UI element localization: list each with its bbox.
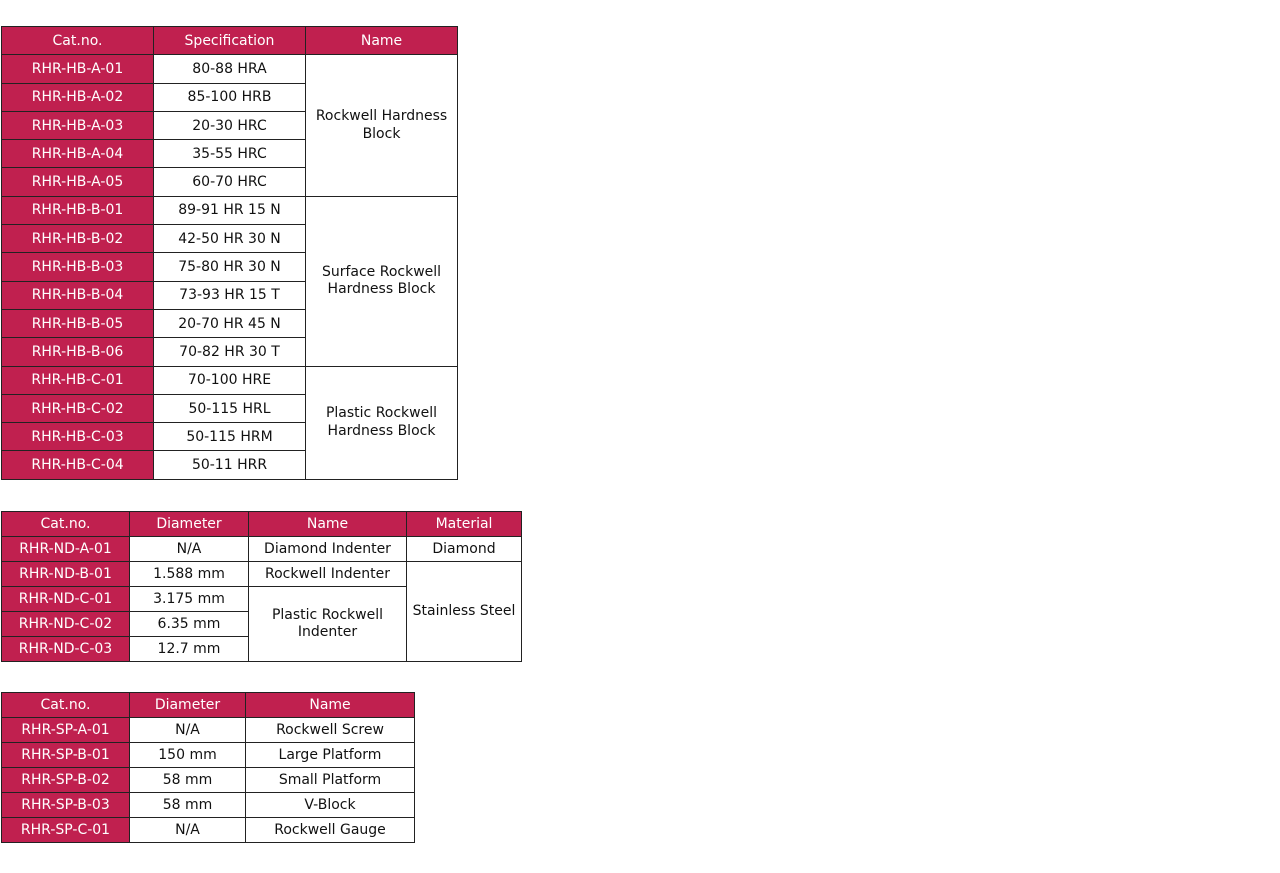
group-name-cell: Surface Rockwell Hardness Block — [306, 196, 458, 366]
name-cell: Large Platform — [246, 743, 415, 768]
specification-cell: 50-115 HRL — [154, 394, 306, 422]
diameter-cell: N/A — [130, 818, 246, 843]
specification-cell: 70-82 HR 30 T — [154, 338, 306, 366]
cat-no-cell: RHR-SP-B-02 — [2, 768, 130, 793]
table-row — [2, 537, 522, 562]
specification-cell: 70-100 HRE — [154, 366, 306, 394]
cat-no-cell: RHR-HB-A-01 — [2, 55, 154, 83]
column-header-diameter: Diameter — [130, 693, 246, 718]
cat-no-cell: RHR-HB-B-06 — [2, 338, 154, 366]
cat-no-cell: RHR-ND-B-01 — [2, 562, 130, 587]
support-parts-table — [1, 692, 415, 843]
column-header-name: Name — [249, 512, 407, 537]
column-header-material: Material — [407, 512, 522, 537]
specification-cell: 42-50 HR 30 N — [154, 225, 306, 253]
table-row — [2, 768, 415, 793]
table-row — [2, 743, 415, 768]
column-header-diameter: Diameter — [130, 512, 249, 537]
column-header-name: Name — [306, 27, 458, 55]
table-row — [2, 718, 415, 743]
table-header-row — [2, 512, 522, 537]
name-cell: Plastic Rockwell Indenter — [249, 587, 407, 662]
diameter-cell: 58 mm — [130, 793, 246, 818]
column-header-specification: Specification — [154, 27, 306, 55]
specification-cell: 60-70 HRC — [154, 168, 306, 196]
table-row — [2, 818, 415, 843]
specification-cell: 50-11 HRR — [154, 451, 306, 479]
specification-cell: 35-55 HRC — [154, 140, 306, 168]
cat-no-cell: RHR-HB-C-03 — [2, 423, 154, 451]
column-header-cat-no: Cat.no. — [2, 27, 154, 55]
group-name-cell: Rockwell Hardness Block — [306, 55, 458, 196]
specification-cell: 75-80 HR 30 N — [154, 253, 306, 281]
table-row — [2, 562, 522, 587]
cat-no-cell: RHR-HB-C-04 — [2, 451, 154, 479]
diameter-cell: 150 mm — [130, 743, 246, 768]
specification-cell: 20-70 HR 45 N — [154, 309, 306, 337]
specification-cell: 73-93 HR 15 T — [154, 281, 306, 309]
column-header-cat-no: Cat.no. — [2, 693, 130, 718]
cat-no-cell: RHR-HB-B-01 — [2, 196, 154, 224]
table-header-row — [2, 27, 458, 55]
cat-no-cell: RHR-HB-C-01 — [2, 366, 154, 394]
diameter-cell: 58 mm — [130, 768, 246, 793]
table-row — [2, 366, 458, 394]
cat-no-cell: RHR-HB-B-05 — [2, 309, 154, 337]
table-row — [2, 196, 458, 224]
name-cell: V-Block — [246, 793, 415, 818]
cat-no-cell: RHR-HB-B-02 — [2, 225, 154, 253]
table-row — [2, 793, 415, 818]
specification-cell: 80-88 HRA — [154, 55, 306, 83]
cat-no-cell: RHR-SP-B-01 — [2, 743, 130, 768]
cat-no-cell: RHR-HB-A-03 — [2, 111, 154, 139]
group-name-cell: Plastic Rockwell Hardness Block — [306, 366, 458, 479]
cat-no-cell: RHR-HB-A-05 — [2, 168, 154, 196]
cat-no-cell: RHR-ND-C-03 — [2, 637, 130, 662]
diameter-cell: N/A — [130, 537, 249, 562]
cat-no-cell: RHR-ND-C-01 — [2, 587, 130, 612]
specification-cell: 85-100 HRB — [154, 83, 306, 111]
name-cell: Rockwell Gauge — [246, 818, 415, 843]
diameter-cell: 3.175 mm — [130, 587, 249, 612]
name-cell: Rockwell Screw — [246, 718, 415, 743]
cat-no-cell: RHR-SP-B-03 — [2, 793, 130, 818]
diameter-cell: N/A — [130, 718, 246, 743]
table-header-row — [2, 693, 415, 718]
diameter-cell: 6.35 mm — [130, 612, 249, 637]
cat-no-cell: RHR-ND-C-02 — [2, 612, 130, 637]
indenter-table — [1, 511, 522, 662]
material-cell: Diamond — [407, 537, 522, 562]
cat-no-cell: RHR-HB-C-02 — [2, 394, 154, 422]
specification-cell: 50-115 HRM — [154, 423, 306, 451]
hardness-block-table — [1, 26, 458, 480]
cat-no-cell: RHR-SP-C-01 — [2, 818, 130, 843]
table-row — [2, 55, 458, 83]
column-header-cat-no: Cat.no. — [2, 512, 130, 537]
cat-no-cell: RHR-HB-A-04 — [2, 140, 154, 168]
cat-no-cell: RHR-SP-A-01 — [2, 718, 130, 743]
specification-cell: 20-30 HRC — [154, 111, 306, 139]
cat-no-cell: RHR-HB-A-02 — [2, 83, 154, 111]
name-cell: Rockwell Indenter — [249, 562, 407, 587]
name-cell: Small Platform — [246, 768, 415, 793]
name-cell: Diamond Indenter — [249, 537, 407, 562]
material-cell: Stainless Steel — [407, 562, 522, 662]
diameter-cell: 12.7 mm — [130, 637, 249, 662]
cat-no-cell: RHR-HB-B-03 — [2, 253, 154, 281]
cat-no-cell: RHR-HB-B-04 — [2, 281, 154, 309]
diameter-cell: 1.588 mm — [130, 562, 249, 587]
cat-no-cell: RHR-ND-A-01 — [2, 537, 130, 562]
column-header-name: Name — [246, 693, 415, 718]
specification-cell: 89-91 HR 15 N — [154, 196, 306, 224]
